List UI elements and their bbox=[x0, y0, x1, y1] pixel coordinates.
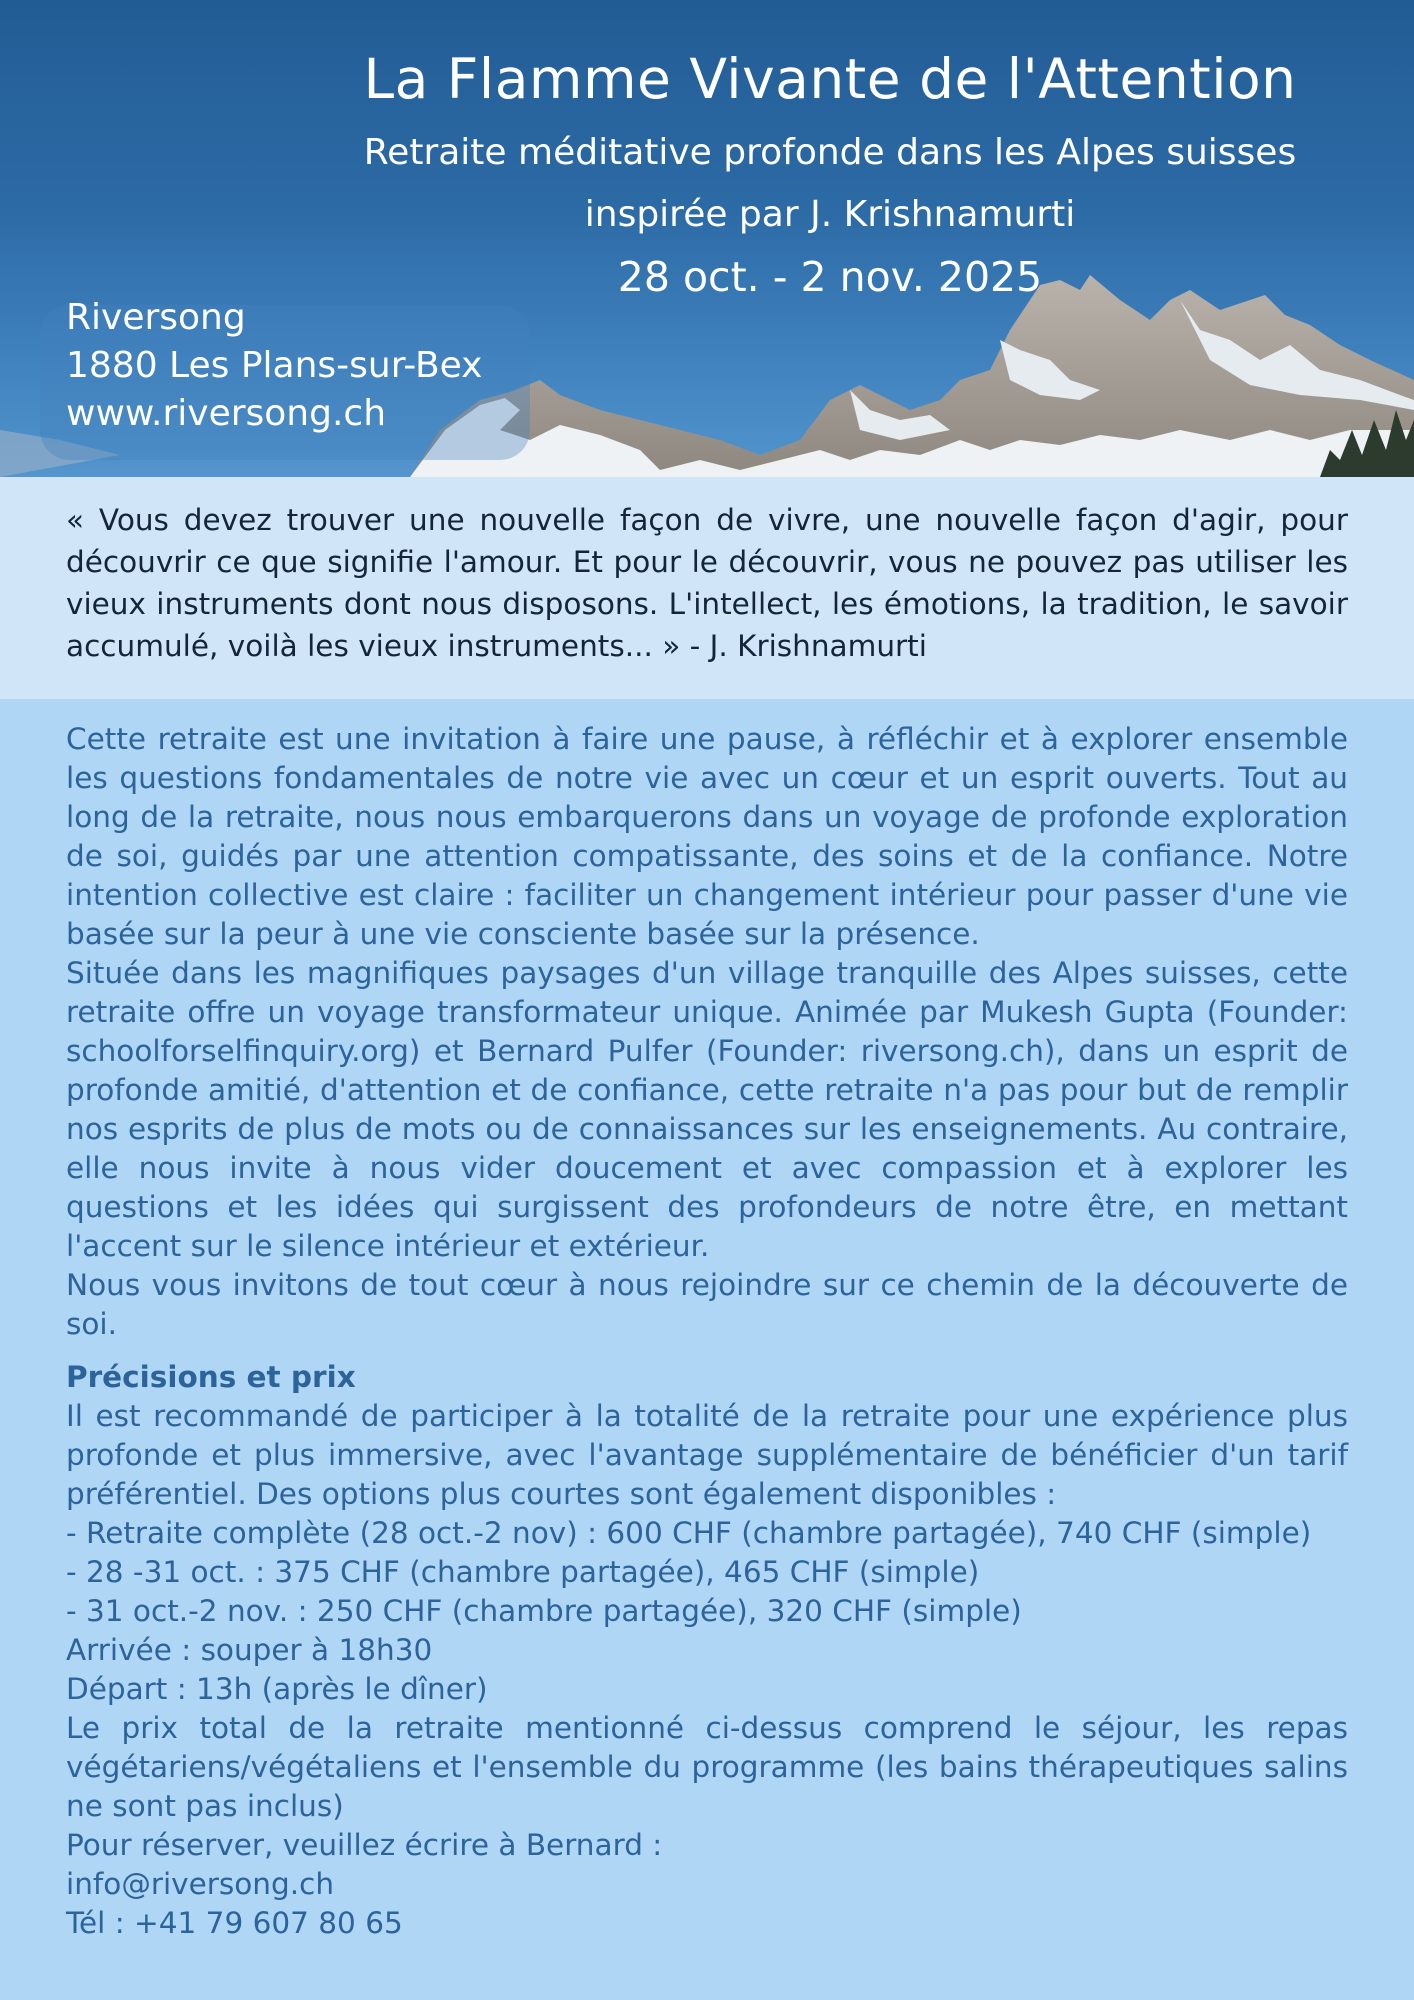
departure-info: Départ : 13h (après le dîner) bbox=[66, 1672, 488, 1706]
venue-name: Riversong bbox=[66, 297, 246, 338]
intro-paragraph: Située dans les magnifiques paysages d'un village tranquille des Alpes suisses, cette retraite offre un voyage transformateur unique. Animée par Mukesh Gupta (Founder: schoolforselfinquiry.org) et Bernard Pulfer (Founder: riversong.ch), dans un esprit de profonde amitié, d'attention et de confiance, cette retraite n'a pas pour but de remplir nos esprits de plus de mots ou de connaissances sur les enseignements. Au contraire, elle nous invite à nous vider doucement et avec compassion et à explorer les questions et les idées qui surgissent des profondeurs de notre être, en mettant l'accent sur le silence intérieur et extérieur. bbox=[66, 956, 1348, 1263]
header-banner bbox=[0, 0, 1414, 477]
event-dates: 28 oct. - 2 nov. 2025 bbox=[617, 253, 1043, 301]
venue-street: 1880 Les Plans-sur-Bex bbox=[66, 345, 483, 386]
contact-email: info@riversong.ch bbox=[66, 1867, 335, 1901]
main-content bbox=[66, 720, 1348, 1943]
venue-website: www.riversong.ch bbox=[66, 393, 387, 434]
price-option: - 28 -31 oct. : 375 CHF (chambre partagée), 465 CHF (simple) bbox=[66, 1555, 980, 1589]
pricing-intro: Il est recommandé de participer à la totalité de la retraite pour une expérience plus profonde et plus immersive, avec l'avantage supplémentaire de bénéficier d'un tarif préférentiel. Des options plus courtes sont également disponibles : bbox=[66, 1399, 1348, 1511]
krishnamurti-quote: « Vous devez trouver une nouvelle façon de vivre, une nouvelle façon d'agir, pour découvrir ce que signifie l'amour. Et pour le découvrir, vous ne pouvez pas utiliser les vieux instruments dont nous disposons. L'intellect, les émotions, la tradition, le savoir accumulé, voilà les vieux instruments... » - J. Krishnamurti bbox=[66, 503, 1348, 663]
venue-address bbox=[66, 294, 482, 438]
arrival-info: Arrivée : souper à 18h30 bbox=[66, 1633, 433, 1667]
subtitle-block bbox=[330, 122, 1330, 308]
booking-info: Pour réserver, veuillez écrire à Bernard : bbox=[66, 1828, 663, 1862]
subtitle-line: inspirée par J. Krishnamurti bbox=[584, 194, 1076, 235]
quote-band bbox=[0, 477, 1414, 699]
page-title: La Flamme Vivante de l'Attention bbox=[363, 47, 1297, 111]
intro-paragraph: Nous vous invitons de tout cœur à nous rejoindre sur ce chemin de la découverte de soi. bbox=[66, 1268, 1348, 1341]
included-info: Le prix total de la retraite mentionné ci-dessus comprend le séjour, les repas végétariens/végétaliens et l'ensemble du programme (les bains thérapeutiques salins ne sont pas inclus) bbox=[66, 1711, 1348, 1823]
intro-paragraph: Cette retraite est une invitation à faire une pause, à réfléchir et à explorer ensemble les questions fondamentales de notre vie avec un cœur et un esprit ouverts. Tout au long de la retraite, nous nous embarquerons dans un voyage de profonde exploration de soi, guidés par une attention compatissante, des soins et de la confiance. Notre intention collective est claire : faciliter un changement intérieur pour passer d'une vie basée sur la peur à une vie consciente basée sur la présence. bbox=[66, 722, 1348, 951]
price-option: - Retraite complète (28 oct.-2 nov) : 600 CHF (chambre partagée), 740 CHF (simple) bbox=[66, 1516, 1312, 1550]
contact-phone: Tél : +41 79 607 80 65 bbox=[66, 1906, 403, 1940]
price-option: - 31 oct.-2 nov. : 250 CHF (chambre partagée), 320 CHF (simple) bbox=[66, 1594, 1022, 1628]
subtitle-line: Retraite méditative profonde dans les Alpes suisses bbox=[363, 132, 1297, 173]
pricing-heading: Précisions et prix bbox=[66, 1360, 356, 1394]
